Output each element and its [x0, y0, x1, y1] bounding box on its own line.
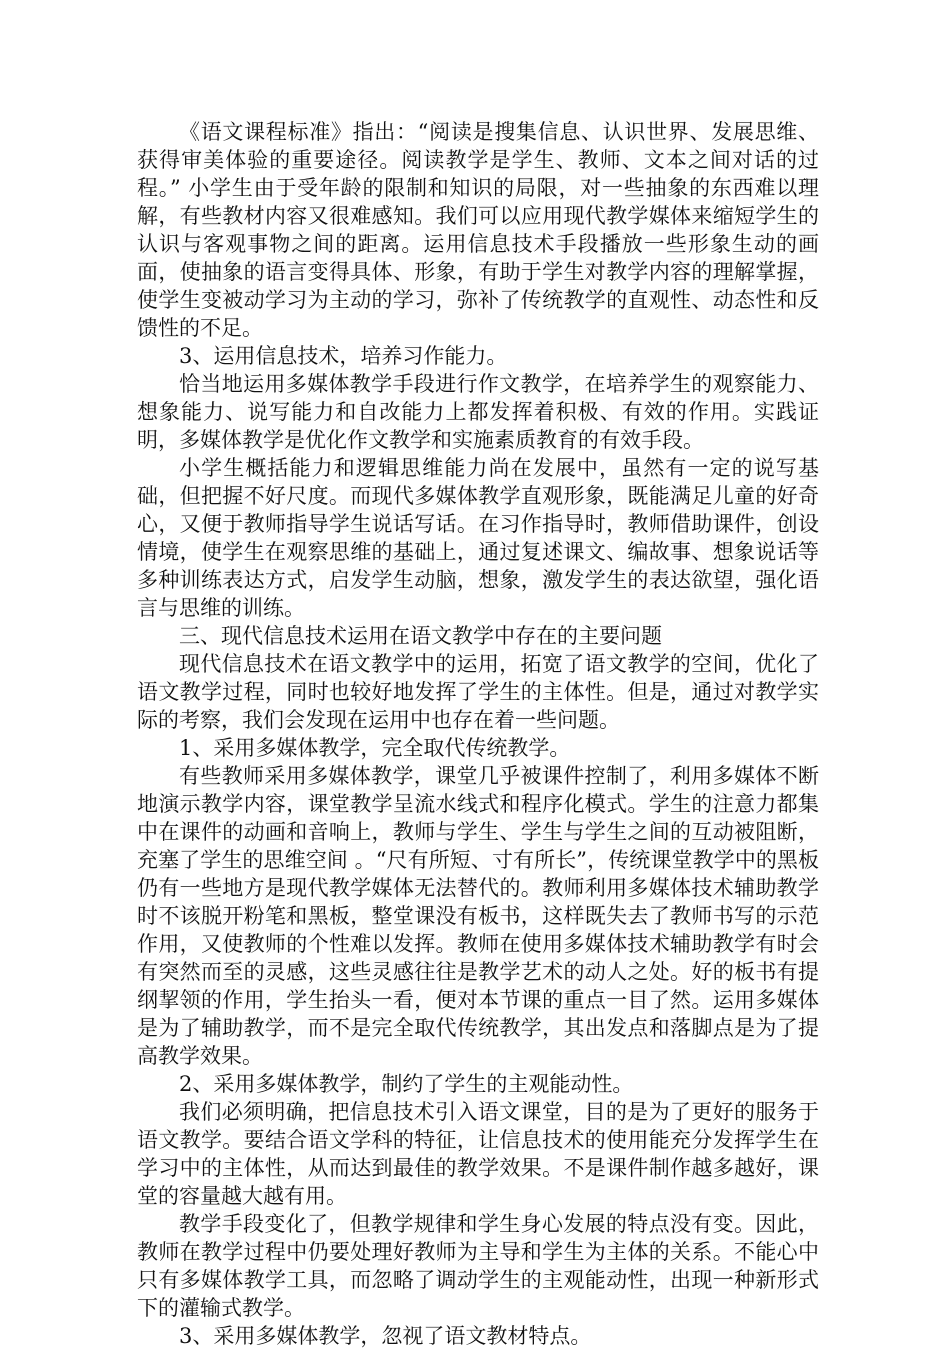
- paragraph-problem-2b: 教学手段变化了，但教学规律和学生身心发展的特点没有变。因此，教师在教学过程中仍要处理好教师为主导和学生为主体的关系。不能心中只有多媒体教学工具，而忽略了调动学生的主观能动性，出现一种新形式下的灌输式教学。: [137, 1212, 819, 1320]
- heading-problem-1: 1、采用多媒体教学，完全取代传统教学。: [179, 736, 571, 760]
- paragraph-reading-standard: 《语文课程标准》指出：“阅读是搜集信息、认识世界、发展思维、获得审美体验的重要途径。阅读教学是学生、教师、文本之间对话的过程。” 小学生由于受年龄的限制和知识的局限，对一些抽象的东西难以理解，有些教材内容又很难感知。我们可以应用现代教学媒体来缩短学生的认识与客观事物之间的距离。运用信息技术手段播放一些形象生动的画面，使抽象的语言变得具体、形象，有助于学生对教学内容的理解掌握，使学生变被动学习为主动的学习，弥补了传统教学的直观性、动态性和反馈性的不足。: [137, 120, 819, 340]
- paragraph-students-expression: 小学生概括能力和逻辑思维能力尚在发展中，虽然有一定的说写基础，但把握不好尺度。而现代多媒体教学直观形象，既能满足儿童的好奇心，又便于教师指导学生说话写话。在习作指导时，教师借助课件，创设情境，使学生在观察思维的基础上，通过复述课文、编故事、想象说话等多种训练表达方式，启发学生动脑，想象，激发学生的表达欲望，强化语言与思维的训练。: [137, 456, 819, 620]
- section-heading-problems: 三、现代信息技术运用在语文教学中存在的主要问题: [179, 624, 662, 648]
- heading-problem-2: 2、采用多媒体教学，制约了学生的主观能动性。: [179, 1072, 634, 1096]
- paragraph-multimedia-writing: 恰当地运用多媒体教学手段进行作文教学，在培养学生的观察能力、想象能力、说写能力和自改能力上都发挥着积极、有效的作用。实践证明，多媒体教学是优化作文教学和实施素质教育的有效手段。: [137, 372, 819, 452]
- heading-problem-3: 3、采用多媒体教学，忽视了语文教材特点。: [179, 1324, 592, 1348]
- paragraph-problem-2a: 我们必须明确，把信息技术引入语文课堂，目的是为了更好的服务于语文教学。要结合语文学科的特征，让信息技术的使用能充分发挥学生在学习中的主体性，从而达到最佳的教学效果。不是课件制作越多越好，课堂的容量越大越有用。: [137, 1100, 819, 1208]
- paragraph-problem-1: 有些教师采用多媒体教学，课堂几乎被课件控制了，利用多媒体不断地演示教学内容，课堂教学呈流水线式和程序化模式。学生的注意力都集中在课件的动画和音响上，教师与学生、学生与学生之间的互动被阻断，充塞了学生的思维空间 。“尺有所短、寸有所长”，传统课堂教学中的黑板仍有一些地方是现代教学媒体无法替代的。教师利用多媒体技术辅助教学时不该脱开粉笔和黑板，整堂课没有板书，这样既失去了教师书写的示范作用，又使教师的个性难以发挥。教师在使用多媒体技术辅助教学有时会有突然而至的灵感，这些灵感往往是教学艺术的动人之处。好的板书有提纲挈领的作用，学生抬头一看，便对本节课的重点一目了然。运用多媒体是为了辅助教学，而不是完全取代传统教学，其出发点和落脚点是为了提高教学效果。: [137, 764, 819, 1068]
- heading-writing-ability: 3、运用信息技术，培养习作能力。: [179, 344, 508, 368]
- document-body: [137, 118, 819, 1350]
- paragraph-problems-intro: 现代信息技术在语文教学中的运用，拓宽了语文教学的空间，优化了语文教学过程，同时也较好地发挥了学生的主体性。但是，通过对教学实际的考察，我们会发现在运用中也存在着一些问题。: [137, 652, 819, 732]
